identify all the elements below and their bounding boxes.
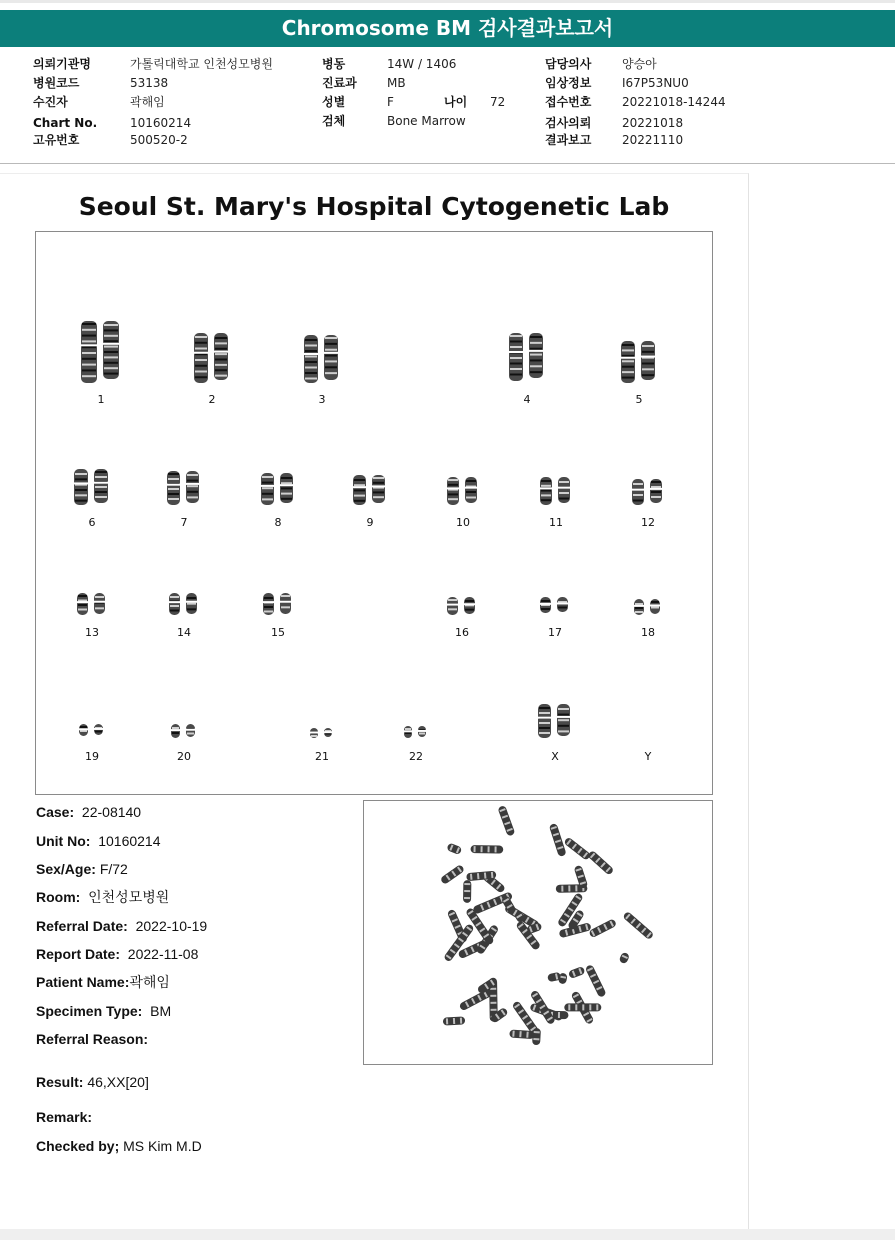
- chromosome-label-21: 21: [315, 750, 329, 763]
- chromosome-label-8: 8: [274, 516, 282, 529]
- unit-row: [36, 832, 161, 850]
- label-report-date: 결과보고: [545, 133, 592, 147]
- chromosome-pair-22: [403, 725, 429, 739]
- result-value: 46,XX[20]: [87, 1074, 149, 1090]
- metaphase-chromosome: [463, 880, 471, 903]
- chromosome-pair-1: [80, 320, 122, 384]
- metaphase-chromosome: [618, 952, 630, 965]
- room-value: 인천성모병원: [88, 889, 170, 905]
- chromosome-pair-4: [508, 332, 546, 382]
- sexage-label: Sex/Age:: [36, 861, 96, 877]
- referral-date-label: Referral Date:: [36, 918, 128, 934]
- report-date-value: 2022-11-08: [127, 946, 199, 962]
- report-title: Chromosome BM 검사결과보고서: [0, 10, 895, 47]
- chromosome-label-12: 12: [641, 516, 655, 529]
- chromosome-label-4: 4: [523, 393, 531, 406]
- chromosome-pair-20: [170, 723, 198, 739]
- referral-reason-label: Referral Reason:: [36, 1031, 149, 1047]
- chromosome-pair-15: [262, 592, 294, 616]
- chromosome-label-15: 15: [271, 626, 285, 639]
- patient-name-value: 곽해임: [129, 974, 170, 990]
- room-row: [36, 888, 169, 906]
- karyogram-box: [35, 231, 713, 795]
- chromosome-label-19: 19: [85, 750, 99, 763]
- unit-label: Unit No:: [36, 833, 91, 849]
- chromosome-label-5: 5: [635, 393, 643, 406]
- chromosome-label-22: 22: [409, 750, 423, 763]
- label-clinical-info: 임상정보: [545, 76, 592, 90]
- referral-reason-row: [36, 1030, 148, 1048]
- value-age: 72: [490, 95, 506, 109]
- value-chart-no: 10160214: [130, 116, 192, 130]
- value-clinical-info: I67P53NU0: [622, 76, 689, 90]
- label-ward: 병동: [322, 57, 346, 71]
- chromosome-pair-17: [539, 596, 571, 614]
- chromosome-label-2: 2: [208, 393, 216, 406]
- sexage-value: F/72: [99, 861, 128, 877]
- specimen-label: Specimen Type:: [36, 1003, 143, 1019]
- patient-name-label: Patient Name:: [36, 974, 130, 990]
- chromosome-label-17: 17: [548, 626, 562, 639]
- chromosome-pair-6: [73, 468, 111, 506]
- value-ward: 14W / 1406: [387, 57, 457, 71]
- checked-by-value: MS Kim M.D: [123, 1138, 202, 1154]
- chromosome-label-1: 1: [97, 393, 105, 406]
- footer-band: [0, 1229, 895, 1240]
- chromosome-label-6: 6: [88, 516, 96, 529]
- metaphase-chromosome: [443, 1016, 465, 1025]
- metaphase-image: [363, 800, 713, 1065]
- metaphase-chromosome: [622, 911, 654, 940]
- chromosome-label-11: 11: [549, 516, 563, 529]
- checked-by-row: [36, 1137, 202, 1155]
- value-hospital-code: 53138: [130, 76, 169, 90]
- label-requesting-institution: 의뢰기관명: [33, 57, 91, 71]
- chromosome-pair-5: [620, 340, 658, 384]
- metaphase-chromosome: [588, 918, 617, 938]
- chromosome-pair-16: [446, 596, 478, 616]
- label-sex: 성별: [322, 95, 346, 109]
- chromosome-label-20: 20: [177, 750, 191, 763]
- chromosome-label-x: X: [551, 750, 559, 763]
- chromosome-pair-19: [78, 723, 106, 737]
- metaphase-chromosome: [564, 1003, 601, 1011]
- chromosome-pair-8: [260, 472, 296, 506]
- chromosome-pair-21: [309, 727, 335, 739]
- value-specimen: Bone Marrow: [387, 114, 466, 128]
- metaphase-chromosome: [497, 805, 515, 837]
- label-unique-id: 고유번호: [33, 133, 80, 147]
- case-row: [36, 803, 141, 821]
- metaphase-chromosome: [532, 1028, 541, 1045]
- checked-by-label: Checked by;: [36, 1138, 120, 1154]
- metaphase-chromosome: [470, 845, 503, 854]
- chromosome-pair-13: [76, 592, 108, 616]
- referral-date-row: [36, 917, 207, 935]
- value-department: MB: [387, 76, 406, 90]
- chromosome-pair-12: [631, 478, 665, 506]
- chromosome-pair-3: [303, 334, 341, 384]
- label-patient: 수진자: [33, 95, 68, 109]
- metaphase-chromosome: [446, 842, 462, 855]
- remark-label: Remark:: [36, 1109, 93, 1125]
- chromosome-label-9: 9: [366, 516, 374, 529]
- sexage-row: [36, 860, 128, 878]
- value-report-date: 20221110: [622, 133, 684, 147]
- metaphase-spread-graphic: [364, 801, 712, 1064]
- specimen-value: BM: [150, 1003, 172, 1019]
- value-requesting-institution: 가톨릭대학교 인천성모병원: [130, 57, 273, 71]
- value-physician: 양승아: [622, 57, 657, 71]
- label-accession-no: 접수번호: [545, 95, 592, 109]
- chromosome-label-3: 3: [318, 393, 326, 406]
- specimen-row: [36, 1002, 171, 1020]
- unit-value: 10160214: [98, 833, 161, 849]
- report-date-label: Report Date:: [36, 946, 121, 962]
- referral-date-value: 2022-10-19: [135, 918, 208, 934]
- patient-name-row: [36, 973, 170, 991]
- chromosome-pair-9: [352, 474, 388, 506]
- case-label: Case:: [36, 804, 75, 820]
- chromosome-label-7: 7: [180, 516, 188, 529]
- chromosome-label-18: 18: [641, 626, 655, 639]
- chromosome-pair-7: [166, 470, 202, 506]
- metaphase-chromosome: [549, 823, 567, 857]
- label-request-date: 검사의뢰: [545, 116, 592, 130]
- metaphase-chromosome: [587, 850, 614, 876]
- label-chart-no: Chart No.: [33, 116, 98, 130]
- value-patient: 곽해임: [130, 95, 165, 109]
- room-label: Room:: [36, 889, 81, 905]
- metaphase-chromosome: [501, 895, 517, 915]
- chromosome-pair-x: [537, 703, 573, 739]
- chromosome-label-13: 13: [85, 626, 99, 639]
- case-value: 22-08140: [81, 804, 142, 820]
- info-divider: [0, 163, 895, 164]
- label-department: 진료과: [322, 76, 357, 90]
- label-specimen: 검체: [322, 114, 346, 128]
- metaphase-chromosome: [568, 966, 586, 979]
- chromosome-pair-14: [168, 592, 200, 616]
- chromosome-label-14: 14: [177, 626, 191, 639]
- value-unique-id: 500520-2: [130, 133, 188, 147]
- label-age: 나이: [444, 95, 468, 109]
- remark-row: [36, 1108, 92, 1126]
- value-accession-no: 20221018-14244: [622, 95, 726, 109]
- report-date-row: [36, 945, 198, 963]
- chromosome-label-y: Y: [644, 750, 652, 763]
- top-rule: [0, 0, 895, 3]
- metaphase-chromosome: [440, 864, 465, 885]
- lab-title: Seoul St. Mary's Hospital Cytogenetic Lab: [78, 192, 670, 221]
- label-physician: 담당의사: [545, 57, 592, 71]
- metaphase-chromosome: [563, 837, 591, 861]
- chromosome-pair-18: [633, 598, 663, 616]
- metaphase-chromosome: [585, 964, 607, 998]
- result-label: Result:: [36, 1074, 84, 1090]
- label-hospital-code: 병원코드: [33, 76, 80, 90]
- value-request-date: 20221018: [622, 116, 684, 130]
- chromosome-label-16: 16: [455, 626, 469, 639]
- value-sex: F: [387, 95, 394, 109]
- chromosome-label-10: 10: [456, 516, 470, 529]
- chromosome-pair-2: [193, 332, 231, 384]
- result-row: [36, 1073, 149, 1091]
- chromosome-pair-10: [446, 476, 480, 506]
- chromosome-pair-11: [539, 476, 573, 506]
